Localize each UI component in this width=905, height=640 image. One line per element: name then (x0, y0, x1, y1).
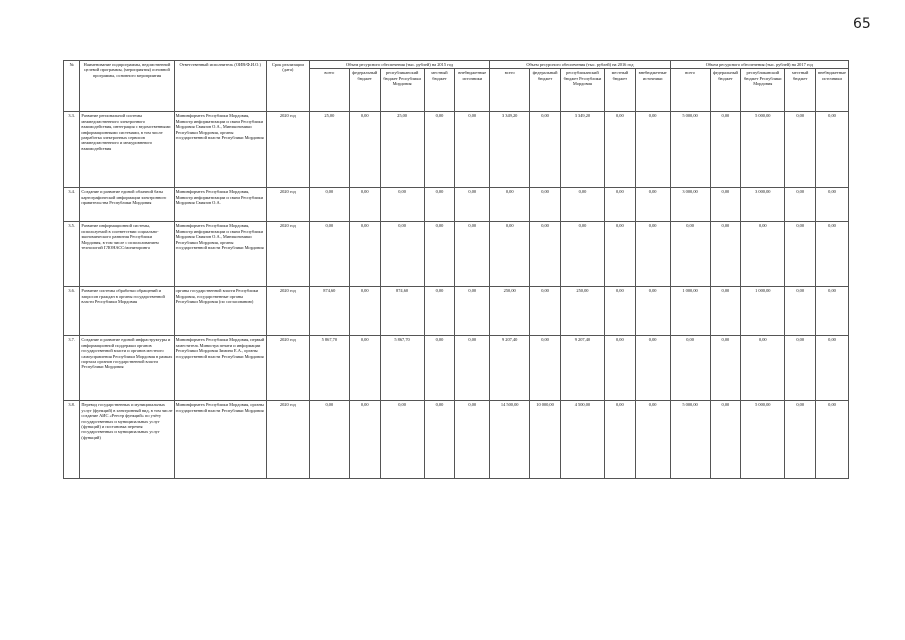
value-cell: 0,00 (635, 188, 670, 222)
row-responsible: органы государственной власти Республики Мордовия, государственные органы Республики Мордовия (по согласованию) (174, 287, 266, 336)
value-cell: 5 000,00 (741, 112, 785, 188)
value-cell: 0,00 (455, 112, 490, 188)
value-cell: 0,00 (424, 112, 455, 188)
table-row (64, 112, 849, 188)
row-term: 2020 год (266, 112, 309, 188)
row-responsible: Мининформтех Республики Мордовия, Министр информатизации и связи Республики Мордовия Свиязов О.А., Минэкономики Республики Мордовия, органы государственной власти Республики Мордовия (174, 112, 266, 188)
value-cell: 0,00 (710, 112, 741, 188)
value-cell: 874,60 (309, 287, 349, 336)
value-cell: 0,00 (455, 188, 490, 222)
header-group-2017: Объем ресурсного обеспечения (тыс. рублей) на 2017 год (670, 61, 848, 69)
header-row (64, 61, 849, 69)
value-cell: 0,00 (710, 188, 741, 222)
header-responsible: Ответственный исполнитель (ОИВ/Ф.И.О.) (174, 61, 266, 112)
value-cell: 5 867,70 (380, 336, 424, 401)
row-number: 3.5. (64, 222, 80, 287)
value-cell: 0,00 (530, 222, 561, 287)
header-federal: федеральный бюджет (349, 69, 380, 112)
value-cell: 25,00 (380, 112, 424, 188)
value-cell: 0,00 (635, 401, 670, 479)
row-number: 3.8. (64, 401, 80, 479)
value-cell: 0,00 (530, 188, 561, 222)
header-group-2015: Объем ресурсного обеспечения (тыс. рублей) на 2015 год (309, 61, 489, 69)
value-cell: 0,00 (816, 188, 849, 222)
value-cell: 0,00 (604, 287, 635, 336)
row-name: Перевод государственных и муниципальных услуг (функций) в электронный вид, в том числе создание АИС «Реестр функций» по учёту государственных и муниципальных услуг (функций) и постановка перечня государственных и муниципальных услуг (функций) (80, 401, 174, 479)
row-term: 2020 год (266, 222, 309, 287)
page-number: 65 (853, 16, 871, 32)
value-cell: 3 000,00 (741, 188, 785, 222)
header-total: всего (490, 69, 530, 112)
row-responsible: Мининформтех Республики Мордовия, Министр информатизации и связи Республики Мордовия Свиязов О.А. (174, 188, 266, 222)
value-cell: 0,00 (635, 222, 670, 287)
row-name: Развитие системы обработки обращений и запросов граждан в органы государственной власти Республики Мордовия (80, 287, 174, 336)
value-cell: 0,00 (604, 401, 635, 479)
value-cell: 10 000,00 (530, 401, 561, 479)
value-cell: 0,00 (710, 401, 741, 479)
row-name: Создание и развитие единой инфраструктуры и информационной поддержки органов государственной власти и органов местного самоуправления Республики Мордовия в рамках портала органов государственной власти Республики Мордовия (80, 336, 174, 401)
value-cell: 0,00 (424, 401, 455, 479)
header-no: № (64, 61, 80, 112)
header-republic: республиканский бюджет Республики Мордовия (380, 69, 424, 112)
value-cell: 0,00 (455, 287, 490, 336)
value-cell: 0,00 (741, 336, 785, 401)
value-cell: 1 000,00 (670, 287, 710, 336)
header-republic: республиканский бюджет Республики Мордовия (741, 69, 785, 112)
header-local: местный бюджет (604, 69, 635, 112)
value-cell: 0,00 (785, 336, 816, 401)
value-cell: 3 349,20 (490, 112, 530, 188)
value-cell: 0,00 (635, 287, 670, 336)
header-local: местный бюджет (785, 69, 816, 112)
value-cell: 0,00 (309, 401, 349, 479)
value-cell: 0,00 (349, 222, 380, 287)
header-extrabudget: внебюджетные источники (816, 69, 849, 112)
value-cell: 0,00 (604, 222, 635, 287)
value-cell: 9 207,40 (560, 336, 604, 401)
header-extrabudget: внебюджетные источники (635, 69, 670, 112)
value-cell: 25,00 (309, 112, 349, 188)
value-cell: 0,00 (635, 112, 670, 188)
value-cell: 4 500,00 (560, 401, 604, 479)
value-cell: 0,00 (455, 336, 490, 401)
value-cell: 0,00 (560, 222, 604, 287)
value-cell: 0,00 (560, 188, 604, 222)
resource-table (63, 60, 849, 479)
header-name: Наименование подпрограммы, ведомственной целевой программы, (мероприятия) основной программы, основного мероприятия (80, 61, 174, 112)
row-term: 2020 год (266, 287, 309, 336)
value-cell: 250,00 (490, 287, 530, 336)
header-extrabudget: внебюджетные источники (455, 69, 490, 112)
value-cell: 9 207,40 (490, 336, 530, 401)
value-cell: 0,00 (490, 188, 530, 222)
value-cell: 0,00 (604, 188, 635, 222)
value-cell: 0,00 (816, 287, 849, 336)
row-name: Развитие региональной системы межведомственного электронного взаимодействия, интеграция с ведомственными информационными системами, в том числе разработка электронных сервисов межведомственного и межуровневого взаимодействия (80, 112, 174, 188)
row-number: 3.4. (64, 188, 80, 222)
value-cell: 0,00 (530, 112, 561, 188)
value-cell: 0,00 (816, 401, 849, 479)
value-cell: 0,00 (635, 336, 670, 401)
row-responsible: Мининформтех Республики Мордовия, органы государственной власти Республики Мордовия (174, 401, 266, 479)
table-row (64, 188, 849, 222)
value-cell: 14 500,00 (490, 401, 530, 479)
value-cell: 0,00 (741, 222, 785, 287)
value-cell: 0,00 (424, 336, 455, 401)
table-row (64, 287, 849, 336)
value-cell: 5 867,70 (309, 336, 349, 401)
table-row (64, 401, 849, 479)
value-cell: 0,00 (455, 401, 490, 479)
value-cell: 0,00 (785, 401, 816, 479)
value-cell: 0,00 (424, 222, 455, 287)
value-cell: 3 349,20 (560, 112, 604, 188)
row-number: 3.6. (64, 287, 80, 336)
value-cell: 0,00 (424, 188, 455, 222)
value-cell: 0,00 (530, 287, 561, 336)
value-cell: 3 000,00 (670, 188, 710, 222)
value-cell: 0,00 (349, 112, 380, 188)
header-federal: федеральный бюджет (530, 69, 561, 112)
value-cell: 0,00 (380, 222, 424, 287)
row-number: 3.7. (64, 336, 80, 401)
row-term: 2020 год (266, 188, 309, 222)
value-cell: 0,00 (309, 188, 349, 222)
value-cell: 0,00 (710, 222, 741, 287)
row-name: Развитие информационной системы, используемой в соответствии социально-экономического развития Республики Мордовия, в том числе с использованием технологий ГЛОНАСС/мониторинга (80, 222, 174, 287)
row-name: Создание и развитие единой облачной базы картографической информации электронного правительства Республики Мордовия (80, 188, 174, 222)
value-cell: 0,00 (816, 222, 849, 287)
value-cell: 0,00 (710, 287, 741, 336)
row-number: 3.3. (64, 112, 80, 188)
value-cell: 0,00 (604, 336, 635, 401)
header-term: Срок реализации (дата) (266, 61, 309, 112)
row-term: 2020 год (266, 401, 309, 479)
table-row (64, 336, 849, 401)
row-responsible: Мининформтех Республики Мордовия, первый заместитель Министра печати и информации Республики Мордовия Зимина Е.А., органы государственной власти Республики Мордовия (174, 336, 266, 401)
value-cell: 5 000,00 (670, 401, 710, 479)
value-cell: 0,00 (710, 336, 741, 401)
header-group-2016: Объем ресурсного обеспечения (тыс. рублей) на 2016 год (490, 61, 670, 69)
value-cell: 0,00 (670, 336, 710, 401)
value-cell: 0,00 (349, 188, 380, 222)
value-cell: 0,00 (785, 287, 816, 336)
value-cell: 1 000,00 (741, 287, 785, 336)
value-cell: 5 000,00 (741, 401, 785, 479)
header-total: всего (670, 69, 710, 112)
value-cell: 0,00 (349, 287, 380, 336)
value-cell: 0,00 (604, 112, 635, 188)
value-cell: 0,00 (785, 112, 816, 188)
value-cell: 0,00 (380, 188, 424, 222)
header-republic: республиканский бюджет Республики Мордовия (560, 69, 604, 112)
value-cell: 0,00 (785, 222, 816, 287)
table-row (64, 222, 849, 287)
value-cell: 0,00 (309, 222, 349, 287)
row-term: 2020 год (266, 336, 309, 401)
header-local: местный бюджет (424, 69, 455, 112)
value-cell: 0,00 (424, 287, 455, 336)
header-federal: федеральный бюджет (710, 69, 741, 112)
value-cell: 0,00 (816, 112, 849, 188)
value-cell: 0,00 (816, 336, 849, 401)
value-cell: 250,00 (560, 287, 604, 336)
value-cell: 0,00 (530, 336, 561, 401)
value-cell: 874,60 (380, 287, 424, 336)
header-total: всего (309, 69, 349, 112)
value-cell: 5 000,00 (670, 112, 710, 188)
value-cell: 0,00 (349, 401, 380, 479)
value-cell: 0,00 (490, 222, 530, 287)
value-cell: 0,00 (349, 336, 380, 401)
value-cell: 0,00 (380, 401, 424, 479)
value-cell: 0,00 (455, 222, 490, 287)
value-cell: 0,00 (670, 222, 710, 287)
value-cell: 0,00 (785, 188, 816, 222)
row-responsible: Мининформтех Республики Мордовия, Министр информатизации и связи Республики Мордовия Свиязов О.А., Минэкономики Республики Мордовия, органы государственной власти Республики Мордовия (174, 222, 266, 287)
